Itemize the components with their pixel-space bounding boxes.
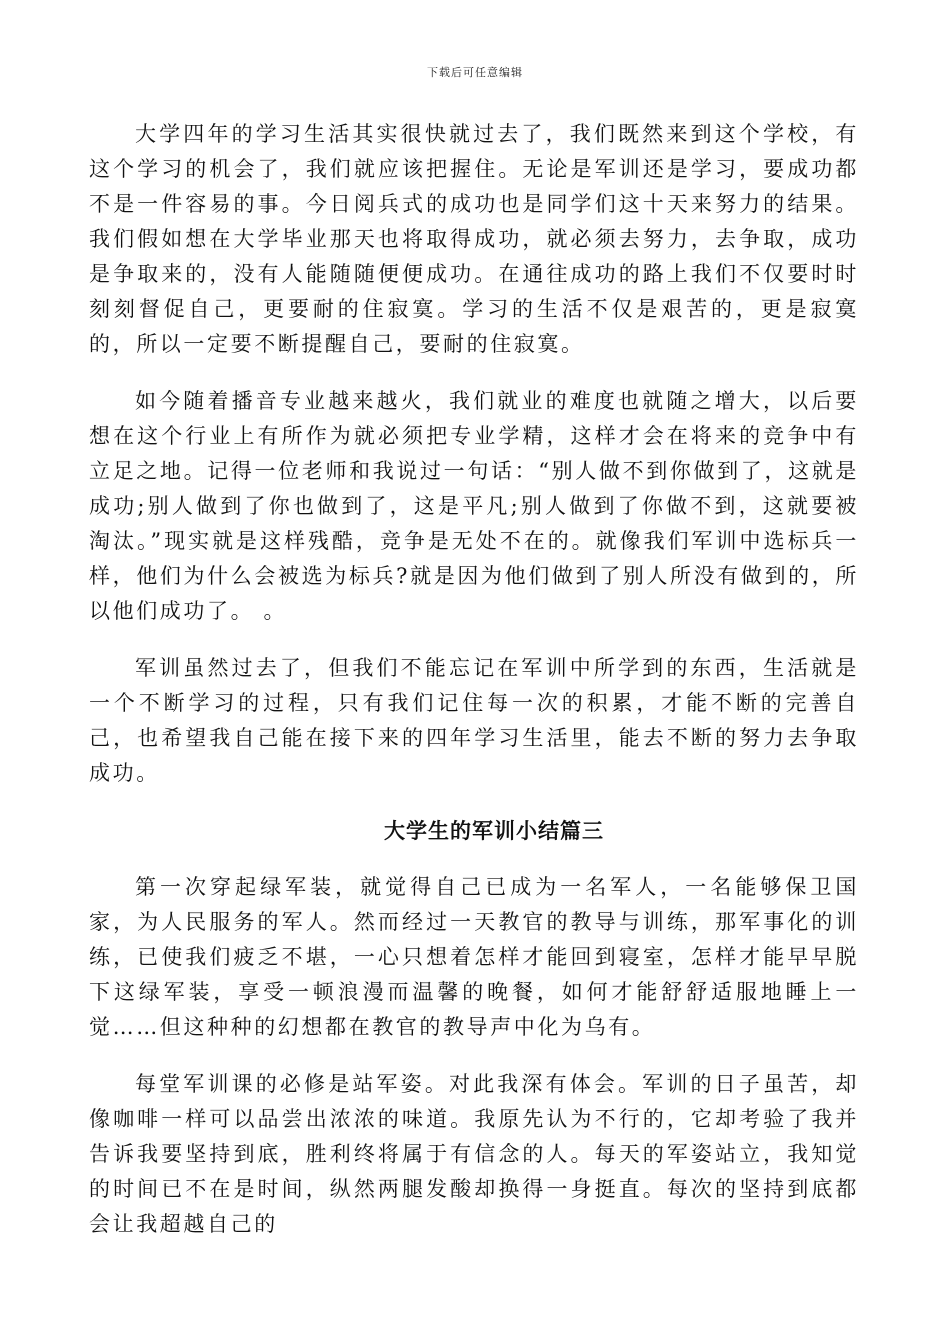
document-body [89,117,859,1242]
paragraph-2: 如今随着播音专业越来越火，我们就业的难度也就随之增大，以后要想在这个行业上有所作为就必须把专业学精，这样才会在将来的竞争中有立足之地。记得一位老师和我说过一句话：“别人做不到你做到了，这就是成功;别人做到了你也做到了，这是平凡;别人做到了你做不到，这就要被淘汰。”现实就是这样残酷，竞争是无处不在的。就像我们军训中选标兵一样，他们为什么会被选为标兵?就是因为他们做到了别人所没有做到的，所以他们成功了。 。 [89,389,859,623]
paragraph-1: 大学四年的学习生活其实很快就过去了，我们既然来到这个学校，有这个学习的机会了，我们就应该把握住。无论是军训还是学习，要成功都不是一件容易的事。今日阅兵式的成功也是同学们这十天来努力的结果。我们假如想在大学毕业那天也将取得成功，就必须去努力，去争取，成功是争取来的，没有人能随随便便成功。在通往成功的路上我们不仅要时时刻刻督促自己，更要耐的住寂寞。学习的生活不仅是艰苦的，更是寂寞的，所以一定要不断提醒自己，要耐的住寂寞。 [89,122,859,356]
section-paragraph-2: 每堂军训课的必修是站军姿。对此我深有体会。军训的日子虽苦，却像咖啡一样可以品尝出浓浓的味道。我原先认为不行的，它却考验了我并告诉我要坚持到底，胜利终将属于有信念的人。每天的军姿站立，我知觉的时间已不在是时间，纵然两腿发酸却换得一身挺直。每次的坚持到底都会让我超越自己的 [89,1072,859,1236]
section-paragraph-1: 第一次穿起绿军装，就觉得自己已成为一名军人，一名能够保卫国家，为人民服务的军人。然而经过一天教官的教导与训练，那军事化的训练，已使我们疲乏不堪，一心只想着怎样才能回到寝室，怎样才能早早脱下这绿军装，享受一顿浪漫而温馨的晚餐，如何才能舒舒适服地睡上一觉……但这种种的幻想都在教官的教导声中化为乌有。 [89,875,859,1039]
paragraph-3: 军训虽然过去了，但我们不能忘记在军训中所学到的东西，生活就是一个不断学习的过程，只有我们记住每一次的积累，才能不断的完善自己，也希望我自己能在接下来的四年学习生活里，能去不断的努力去争取成功。 [89,656,859,785]
section-title: 大学生的军训小结篇三 [384,818,604,843]
page-header-note: 下载后可任意编辑 [427,66,523,79]
